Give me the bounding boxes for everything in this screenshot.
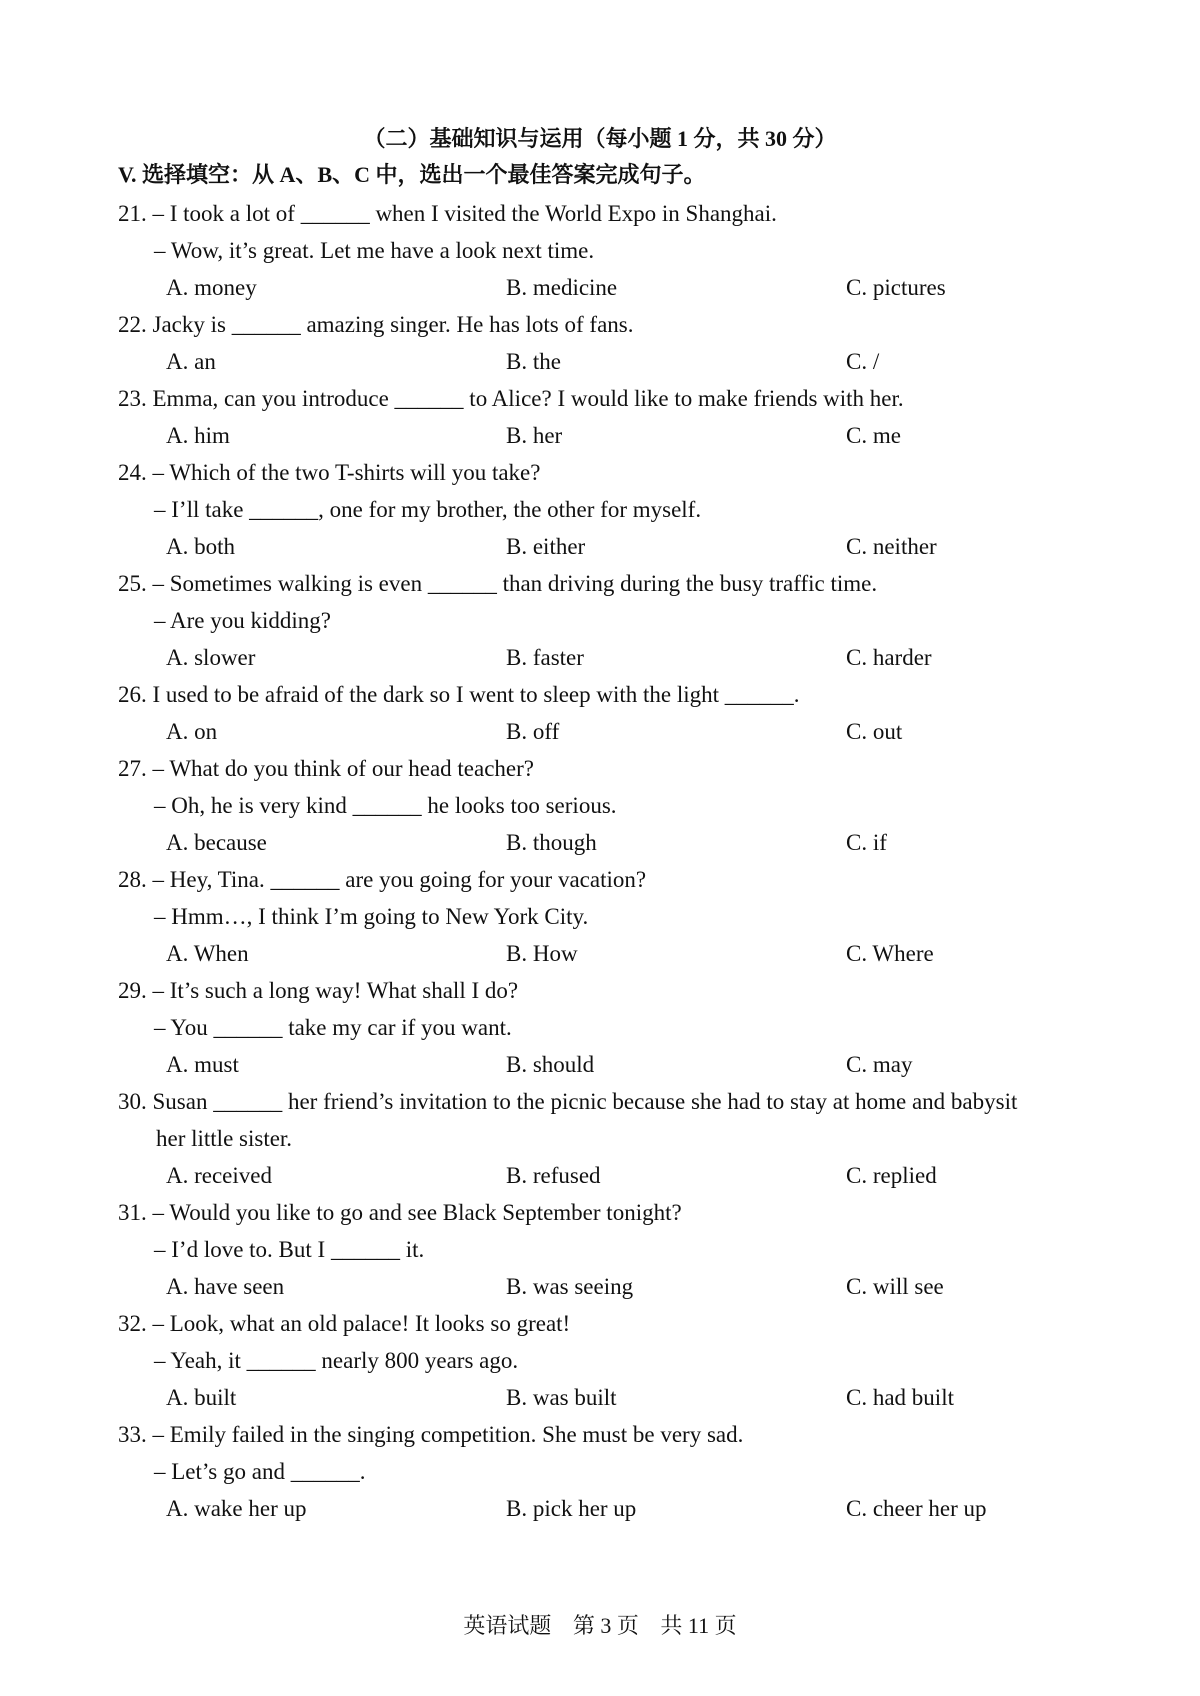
option-b: B. faster bbox=[506, 645, 584, 670]
question-reply: – Hmm…, I think I’m going to New York City. bbox=[154, 904, 589, 929]
option-c: C. out bbox=[846, 719, 903, 744]
option-c: C. pictures bbox=[846, 275, 946, 300]
option-c: C. Where bbox=[846, 941, 934, 966]
question-reply: – I’ll take ______, one for my brother, the other for myself. bbox=[154, 497, 702, 522]
question-stem: 28. – Hey, Tina. ______ are you going for your vacation? bbox=[118, 867, 647, 892]
option-b: B. off bbox=[506, 719, 560, 744]
question-stem: 32. – Look, what an old palace! It looks so great! bbox=[118, 1311, 571, 1336]
answer-options bbox=[118, 1379, 1098, 1416]
option-c: C. cheer her up bbox=[846, 1496, 987, 1521]
answer-options bbox=[118, 824, 1098, 861]
question-stem: 23. Emma, can you introduce ______ to Alice? I would like to make friends with her. bbox=[118, 386, 904, 411]
option-c: C. neither bbox=[846, 534, 937, 559]
section-instruction: V. 选择填空：从 A、B、C 中，选出一个最佳答案完成句子。 bbox=[118, 162, 706, 187]
question-stem: 30. Susan ______ her friend’s invitation to the picnic because she had to stay at home and babysit bbox=[118, 1089, 1018, 1114]
footer-subject: 英语试题 bbox=[463, 1613, 552, 1638]
option-b: B. her bbox=[506, 423, 563, 448]
section-heading: （二）基础知识与运用（每小题 1 分，共 30 分） bbox=[363, 126, 837, 151]
option-b: B. medicine bbox=[506, 275, 618, 300]
answer-options bbox=[118, 528, 1098, 565]
answer-options bbox=[118, 713, 1098, 750]
answer-options bbox=[118, 417, 1098, 454]
option-a: A. both bbox=[166, 534, 235, 559]
option-b: B. the bbox=[506, 349, 561, 374]
option-a: A. him bbox=[166, 423, 230, 448]
question-stem: 24. – Which of the two T-shirts will you take? bbox=[118, 460, 541, 485]
question-item bbox=[118, 750, 1098, 861]
option-a: A. on bbox=[166, 719, 218, 744]
option-c: C. replied bbox=[846, 1163, 937, 1188]
question-stem: 33. – Emily failed in the singing competition. She must be very sad. bbox=[118, 1422, 744, 1447]
option-c: C. may bbox=[846, 1052, 913, 1077]
question-reply: – Are you kidding? bbox=[154, 608, 331, 633]
option-b: B. though bbox=[506, 830, 597, 855]
question-item bbox=[118, 1194, 1098, 1305]
question-reply: – Oh, he is very kind ______ he looks too serious. bbox=[154, 793, 617, 818]
question-item bbox=[118, 565, 1098, 676]
answer-options bbox=[118, 1157, 1098, 1194]
question-stem: 27. – What do you think of our head teacher? bbox=[118, 756, 534, 781]
question-item bbox=[118, 1416, 1098, 1527]
question-item bbox=[118, 306, 1098, 380]
option-a: A. have seen bbox=[166, 1274, 285, 1299]
question-item bbox=[118, 972, 1098, 1083]
question-item bbox=[118, 861, 1098, 972]
question-stem: 22. Jacky is ______ amazing singer. He has lots of fans. bbox=[118, 312, 634, 337]
option-c: C. harder bbox=[846, 645, 932, 670]
answer-options bbox=[118, 1268, 1098, 1305]
question-item bbox=[118, 380, 1098, 454]
question-item bbox=[118, 195, 1098, 306]
question-list bbox=[118, 195, 1098, 1527]
question-stem: 21. – I took a lot of ______ when I visited the World Expo in Shanghai. bbox=[118, 201, 777, 226]
option-c: C. if bbox=[846, 830, 887, 855]
question-stem: 29. – It’s such a long way! What shall I do? bbox=[118, 978, 519, 1003]
option-c: C. will see bbox=[846, 1274, 944, 1299]
question-stem: 25. – Sometimes walking is even ______ than driving during the busy traffic time. bbox=[118, 571, 878, 596]
page-footer bbox=[0, 1611, 1200, 1641]
option-b: B. refused bbox=[506, 1163, 601, 1188]
answer-options bbox=[118, 1490, 1098, 1527]
option-a: A. built bbox=[166, 1385, 237, 1410]
question-reply: – Let’s go and ______. bbox=[154, 1459, 366, 1484]
footer-page-number: 第 3 页 bbox=[572, 1613, 639, 1638]
question-reply: – You ______ take my car if you want. bbox=[154, 1015, 512, 1040]
question-reply: – I’d love to. But I ______ it. bbox=[154, 1237, 425, 1262]
answer-options bbox=[118, 343, 1098, 380]
footer-page-total: 共 11 页 bbox=[660, 1613, 737, 1638]
option-a: A. wake her up bbox=[166, 1496, 307, 1521]
option-b: B. was built bbox=[506, 1385, 617, 1410]
option-c: C. me bbox=[846, 423, 901, 448]
option-a: A. an bbox=[166, 349, 216, 374]
option-a: A. When bbox=[166, 941, 249, 966]
option-c: C. had built bbox=[846, 1385, 954, 1410]
answer-options bbox=[118, 1046, 1098, 1083]
option-a: A. because bbox=[166, 830, 267, 855]
answer-options bbox=[118, 935, 1098, 972]
question-item bbox=[118, 1305, 1098, 1416]
question-stem-continued: her little sister. bbox=[156, 1126, 293, 1151]
option-c: C. / bbox=[846, 349, 880, 374]
question-stem: 31. – Would you like to go and see Black September tonight? bbox=[118, 1200, 682, 1225]
question-stem: 26. I used to be afraid of the dark so I went to sleep with the light ______. bbox=[118, 682, 800, 707]
option-b: B. pick her up bbox=[506, 1496, 637, 1521]
option-a: A. must bbox=[166, 1052, 239, 1077]
option-b: B. either bbox=[506, 534, 586, 559]
option-a: A. slower bbox=[166, 645, 256, 670]
question-item bbox=[118, 454, 1098, 565]
question-reply: – Yeah, it ______ nearly 800 years ago. bbox=[154, 1348, 519, 1373]
option-a: A. received bbox=[166, 1163, 272, 1188]
option-b: B. was seeing bbox=[506, 1274, 634, 1299]
question-item bbox=[118, 676, 1098, 750]
option-a: A. money bbox=[166, 275, 257, 300]
answer-options bbox=[118, 269, 1098, 306]
option-b: B. How bbox=[506, 941, 578, 966]
question-reply: – Wow, it’s great. Let me have a look next time. bbox=[154, 238, 595, 263]
option-b: B. should bbox=[506, 1052, 595, 1077]
answer-options bbox=[118, 639, 1098, 676]
question-item bbox=[118, 1083, 1098, 1194]
